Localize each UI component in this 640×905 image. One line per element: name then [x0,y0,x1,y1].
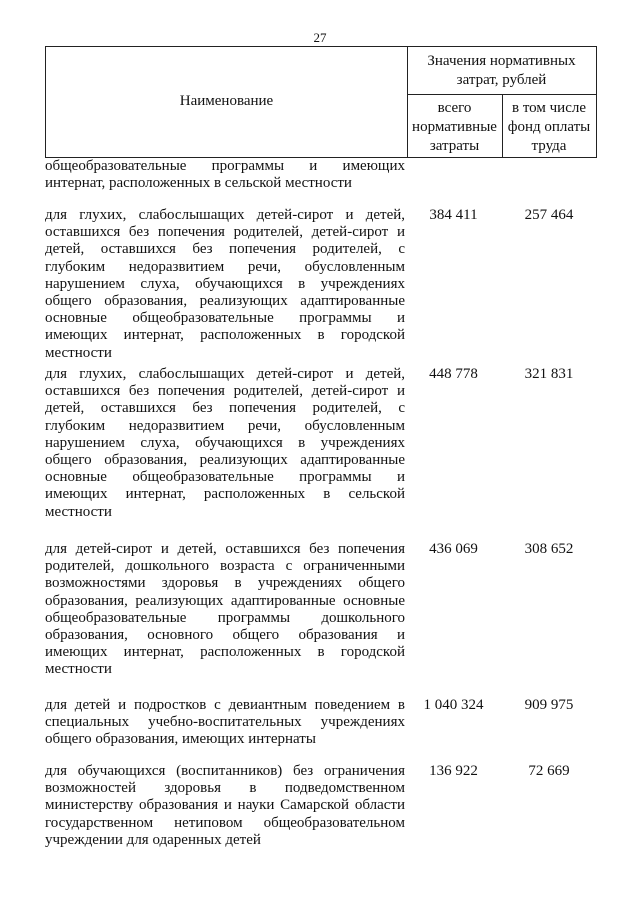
description-line: общего образования, имеющих интернаты [45,731,316,748]
column-header-fund [502,99,596,156]
total-cost-value: 384 411 [429,207,478,223]
total-cost-value: 136 922 [429,763,478,779]
total-cost-value: 436 069 [429,541,478,557]
header-text-line: Значения нормативных [427,53,576,69]
description-line: для детей-сирот и детей, оставшихся без попечения [45,541,405,557]
column-header-name: Наименование [179,93,274,109]
description-line: местности [45,503,112,520]
description-line: государственном нетиповом общеобразовательном [45,814,405,831]
description-line: общего образования, реализующих адаптированные [45,452,405,469]
header-text-line: труда [531,138,567,154]
description-line: специальных учебно-воспитательных учреждениях [45,714,405,731]
table-header [45,46,597,158]
description-line: оставшихся без попечения родителей, детей-сирот и [45,383,405,400]
description-line: имеющих интернат, расположенных в сельской [45,486,405,503]
payroll-fund-value: 308 652 [524,541,574,557]
row-description [45,763,405,849]
column-header-total [407,99,502,156]
description-line: для глухих, слабослышащих детей-сирот и детей, [45,366,405,382]
total-cost-value: 1 040 324 [423,697,484,713]
description-line: детей, оставшихся без попечения родителей, с [45,241,405,258]
description-line: общего образования, реализующих адаптированные [45,293,405,310]
description-line: для глухих, слабослышащих детей-сирот и детей, [45,207,405,223]
column-header-values [407,52,596,90]
header-text-line: нормативные [412,119,497,135]
description-line: имеющих интернат, расположенных в городской [45,327,405,344]
description-line: интернат, расположенных в сельской местности [45,175,352,192]
description-line: родителей, дошкольного возраста с ограниченными [45,558,405,575]
row-description [45,541,405,679]
payroll-fund-value: 257 464 [524,207,574,223]
description-line: возможностей здоровья в подведомственном [45,780,405,797]
payroll-fund-value: 321 831 [524,366,574,382]
description-line: нарушением слуха, обучающихся в учреждениях [45,434,405,451]
header-text-line: фонд оплаты [507,119,591,135]
description-line: детей, оставшихся без попечения родителей, с [45,400,405,417]
row-description [45,207,405,362]
description-line: учреждении для одаренных детей [45,831,261,848]
description-line: образования, реализующих адаптированные основные [45,592,405,609]
row-description [45,697,405,749]
description-line: общеобразовательные программы и имеющих [45,158,405,174]
description-line: министерству образования и науки Самарской области [45,797,405,814]
description-line: нарушением слуха, обучающихся в учреждениях [45,275,405,292]
header-text-line: затраты [429,138,480,154]
description-line: основные общеобразовательные программы и [45,469,405,486]
description-line: основные общеобразовательные программы и [45,310,405,327]
description-line: возможностями здоровья в учреждениях общего [45,575,405,592]
description-line: глубоким недоразвитием речи, обусловленным [45,258,405,275]
row-description [45,158,405,192]
description-line: местности [45,661,112,678]
description-line: общеобразовательные программы дошкольного [45,609,405,626]
payroll-fund-value: 909 975 [524,697,574,713]
description-line: глубоким недоразвитием речи, обусловленным [45,417,405,434]
description-line: образования, основного общего образования и [45,627,405,644]
description-line: для детей и подростков с девиантным поведением в [45,697,405,713]
description-line: местности [45,344,112,361]
header-text-line: затрат, рублей [456,72,547,88]
description-line: оставшихся без попечения родителей, детей-сирот и [45,224,405,241]
description-line: для обучающихся (воспитанников) без ограничения [45,763,405,779]
row-description [45,366,405,521]
total-cost-value: 448 778 [429,366,478,382]
header-text-line: всего [437,100,472,116]
page-number: 27 [313,30,327,45]
payroll-fund-value: 72 669 [528,763,570,779]
header-text-line: в том числе [511,100,587,116]
description-line: имеющих интернат, расположенных в городской [45,644,405,661]
